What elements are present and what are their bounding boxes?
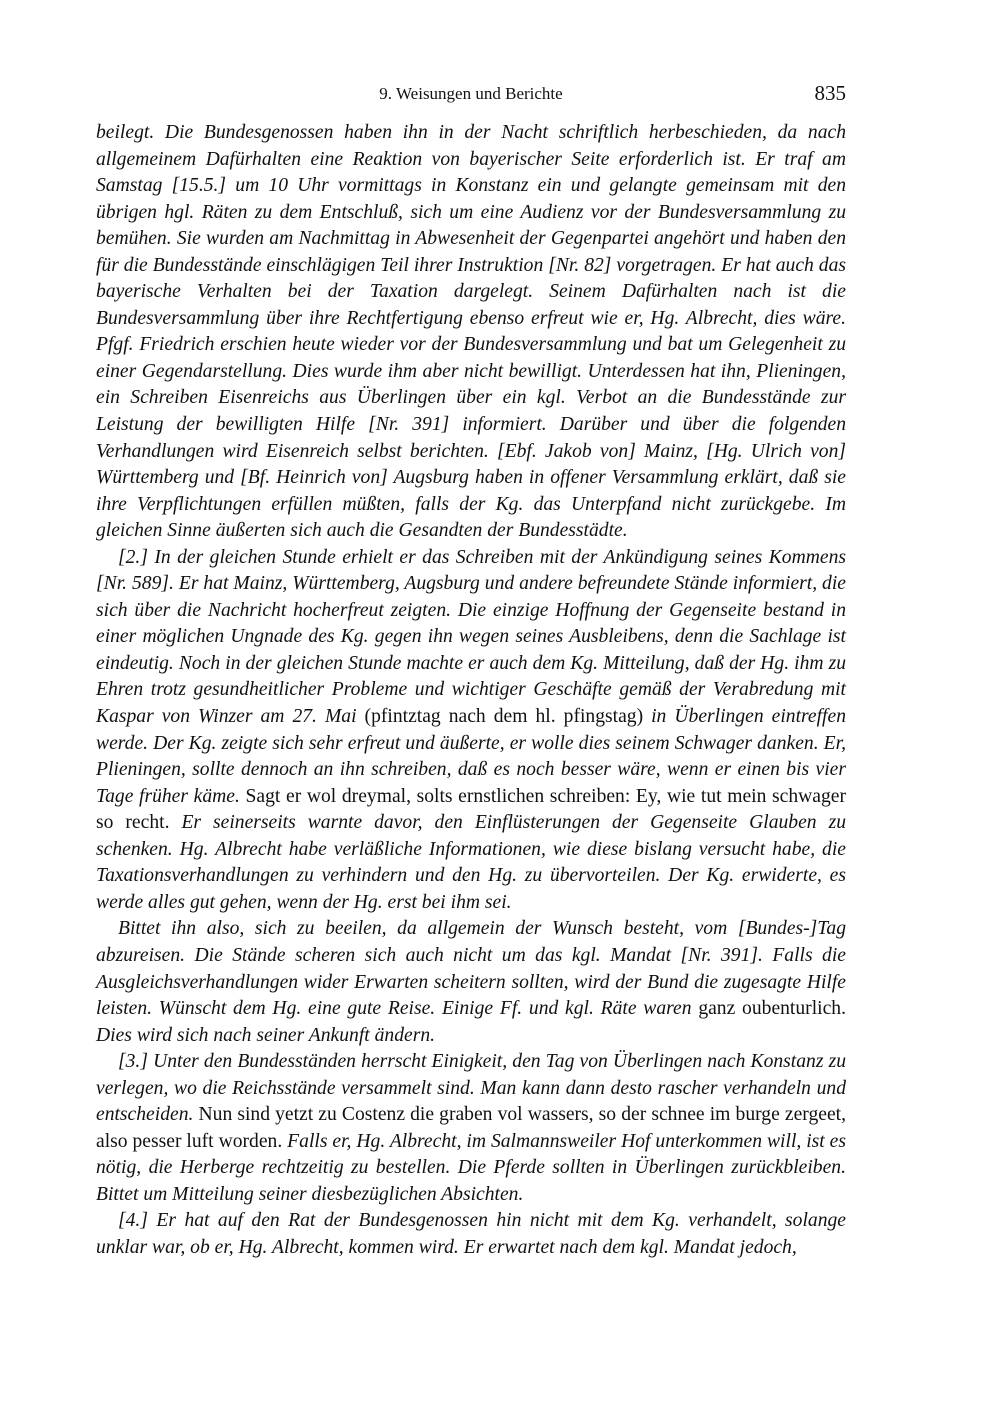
running-title: 9. Weisungen und Berichte	[379, 84, 563, 103]
text-segment: Bittet ihn also, sich zu beeilen, da allgemein der Wunsch besteht, vom [Bundes-]Tag abzureisen. Die Stände scheren sich auch nicht um das kgl. Mandat [Nr. 391]. Falls die Ausgleichsverhandlungen wider Erwarten scheitern sollten, wird der Bund die zugesagte Hilfe leisten. Wünscht dem Hg. eine gute Reise. Einige Ff. und kgl. Räte waren	[96, 918, 846, 1020]
text-segment: Er seinerseits warnte davor, den Einflüsterungen der Gegenseite Glauben zu schenken. Hg. Albrecht habe verläßliche Informationen, wie diese bislang versucht habe, die Taxationsverhandlungen zu verhindern und den Hg. zu übervorteilen. Der Kg. erwiderte, es werde alles gut gehen, wenn der Hg. erst bei ihm sei.	[96, 812, 846, 913]
text-segment: [2.] In der gleichen Stunde erhielt er das Schreiben mit der Ankündigung seines Kommens [Nr. 589]. Er hat Mainz, Württemberg, Augsburg und andere befreundete Stände informiert, die sich über die Nachricht hocherfreut zeigten. Die einzige Hoffnung der Gegenseite bestand in einer möglichen Ungnade des Kg. gegen ihn wegen seines Ausbleibens, denn die Sachlage ist eindeutig. Noch in der gleichen Stunde machte er auch dem Kg. Mitteilung, daß der Hg. ihm zu Ehren trotz gesundheitlicher Probleme und wichtiger Geschäfte gemäß der Verabredung mit Kaspar von Winzer am 27. Mai	[96, 546, 846, 728]
body-text	[96, 120, 846, 1262]
text-segment: beilegt. Die Bundesgenossen haben ihn in der Nacht schriftlich herbeschieden, da nach allgemeinem Dafürhalten eine Reaktion von bayerischer Seite erforderlich ist. Er traf am Samstag [15.5.] um 10 Uhr vormittags in Konstanz ein und gelangte gemeinsam mit den übrigen hgl. Räten zu dem Entschluß, sich um eine Audienz vor der Bundesversammlung zu bemühen. Sie wurden am Nachmittag in Abwesenheit der Gegenpartei angehört und haben den für die Bundesstände einschlägigen Teil ihrer Instruktion [Nr. 82] vorgetragen. Er hat auch das bayerische Verhalten bei der Taxation dargelegt. Seinem Dafürhalten nach ist die Bundesversammlung über ihre Rechtfertigung ebenso erfreut wie er, Hg. Albrecht, dies wäre. Pfgf. Friedrich erschien heute wieder vor der Bundesversammlung und bat um Gelegenheit zu einer Gegendarstellung. Dies wurde ihm aber nicht bewilligt. Unterdessen hat ihn, Plieningen, ein Schreiben Eisenreichs aus Überlingen über ein kgl. Verbot an die Bundesstände zur Leistung der bewilligten Hilfe [Nr. 391] informiert. Darüber und über die folgenden Verhandlungen wird Eisenreich selbst berichten. [Ebf. Jakob von] Mainz, [Hg. Ulrich von] Württemberg und [Bf. Heinrich von] Augsburg haben in offener Versammlung erklärt, daß sie ihre Verpflichtungen erfüllen müßten, falls der Kg. das Unterpfand nicht zurückgebe. Im gleichen Sinne äußerten sich auch die Gesandten der Bundesstädte.	[96, 122, 846, 542]
source-quote: (pfintztag nach dem hl. pfingstag)	[364, 706, 644, 728]
page-number: 835	[814, 81, 846, 105]
running-head	[96, 82, 846, 112]
text-segment: Dies wird sich nach seiner Ankunft ändern.	[96, 1024, 436, 1046]
source-quote: Nun sind yetzt zu Costenz die graben vol wassers, so der schnee im burge zergeet, also pesser luft worden.	[96, 1104, 846, 1152]
source-quote: ganz oubenturlich.	[698, 998, 846, 1020]
text-segment: [4.] Er hat auf den Rat der Bundesgenossen hin nicht mit dem Kg. verhandelt, solange unklar war, ob er, Hg. Albrecht, kommen wird. Er erwartet nach dem kgl. Mandat jedoch,	[96, 1210, 846, 1258]
paragraph-5	[96, 1208, 846, 1261]
text-segment: [3.] Unter den Bundesständen herrscht Einigkeit, den Tag von Überlingen nach Konstanz zu verlegen, wo die Reichsstände versammelt sind. Man kann dann desto rascher verhandeln und entscheiden.	[96, 1051, 846, 1126]
paragraph-2	[96, 545, 846, 917]
text-segment: Falls er, Hg. Albrecht, im Salmannsweiler Hof unterkommen will, ist es nötig, die Herberge rechtzeitig zu bestellen. Die Pferde sollten in Überlingen zurückbleiben. Bittet um Mitteilung seiner diesbezüglichen Absichten.	[96, 1130, 847, 1205]
paragraph-3	[96, 916, 846, 1049]
source-quote: Sagt er wol dreymal, solts ernstlichen schreiben: Ey, wie tut mein schwager so recht.	[96, 785, 847, 834]
paragraph-4	[96, 1049, 846, 1208]
text-segment: in Überlingen eintreffen werde. Der Kg. zeigte sich sehr erfreut und äußerte, er wolle dies seinem Schwager danken. Er, Plieningen, sollte dennoch an ihn schreiben, daß es noch besser wäre, wenn er einen bis vier Tage früher käme.	[96, 706, 846, 807]
paragraph-1	[96, 120, 846, 545]
